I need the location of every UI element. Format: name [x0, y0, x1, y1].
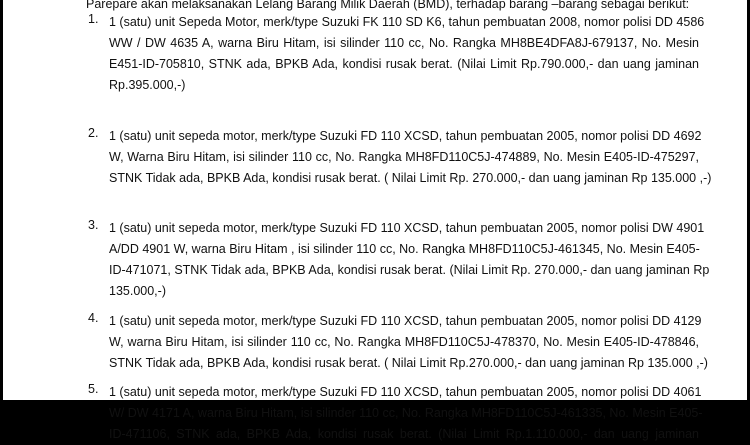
text-line: 1 (satu) unit sepeda motor, merk/type Suzuki FD 110 XCSD, tahun pembuatan 2005, nomor polisi DD 4692 [109, 129, 702, 143]
text-line: ID-471106, STNK ada, BPKB Ada, kondisi rusak berat. (Nilai Limit Rp.1.110.000,- dan uang jaminan [109, 427, 699, 441]
list-item-number: 2. [88, 126, 99, 140]
text-line: WW / DW 4635 A, warna Biru Hitam, isi silinder 110 cc, No. Rangka MH8BE4DFA8J-679137, No. Mesin [109, 36, 699, 50]
text-line: STNK Tidak ada, BPKB Ada, kondisi rusak berat. ( Nilai Limit Rp.270.000,- dan uang jaminan Rp 135.000 ,-) [109, 356, 708, 370]
list-item-number: 5. [88, 382, 99, 396]
text-line: A/DD 4901 W, warna Biru Hitam , isi silinder 110 cc, No. Rangka MH8FD110C5J-461345, No. Mesin E405- [109, 242, 700, 256]
text-line: 1 (satu) unit sepeda motor, merk/type Suzuki FD 110 XCSD, tahun pembuatan 2005, nomor polisi DD 4061 [109, 385, 702, 399]
list-item-text [109, 218, 710, 302]
list-item-number: 3. [88, 218, 99, 232]
text-line: E451-ID-705810, STNK ada, BPKB Ada, kondisi rusak berat. (Nilai Limit Rp.790.000,- dan uang jaminan [109, 57, 699, 71]
text-line: W, warna Biru Hitam, isi silinder 110 cc, No. Rangka MH8FD110C5J-478370, No. Mesin E405-ID-478846, [109, 335, 699, 349]
text-line: 1 (satu) unit sepeda motor, merk/type Suzuki FD 110 XCSD, tahun pembuatan 2005, nomor polisi DD 4129 [109, 314, 702, 328]
text-line: STNK Tidak ada, BPKB Ada, kondisi rusak berat. ( Nilai Limit Rp. 270.000,- dan uang jaminan Rp 135.000 ,-) [109, 171, 712, 185]
list-item-number: 1. [88, 12, 99, 26]
list-item-text [109, 126, 712, 189]
list-item-number: 4. [88, 311, 99, 325]
intro-paragraph: Parepare akan melaksanakan Lelang Barang Milik Daerah (BMD), terhadap barang –barang sebagai berikut: [86, 0, 690, 11]
document-page [3, 0, 747, 441]
list-item-text [109, 12, 705, 96]
text-line: W, Warna Biru Hitam, isi silinder 110 cc, No. Rangka MH8FD110C5J-474889, No. Mesin E405-ID-475297, [109, 150, 699, 164]
text-line: 1 (satu) unit sepeda motor, merk/type Suzuki FD 110 XCSD, tahun pembuatan 2005, nomor polisi DW 4901 [109, 221, 705, 235]
text-line: W/ DW 4171 A, warna Biru Hitam, isi silinder 110 cc, No. Rangka MH8FD110C5J-461335, No. Mesin E405- [109, 406, 703, 420]
text-line: 1 (satu) unit Sepeda Motor, merk/type Suzuki FK 110 SD K6, tahun pembuatan 2008, nomor polisi DD 4586 [109, 15, 705, 29]
list-item-text [109, 382, 703, 445]
list-item-text [109, 311, 708, 374]
text-line: ID-471071, STNK Tidak ada, BPKB Ada, kondisi rusak berat. (Nilai Limit Rp. 270.000,- dan uang jaminan Rp [109, 263, 710, 277]
text-line: Rp.395.000,-) [109, 78, 186, 92]
text-line: 135.000,-) [109, 284, 166, 298]
